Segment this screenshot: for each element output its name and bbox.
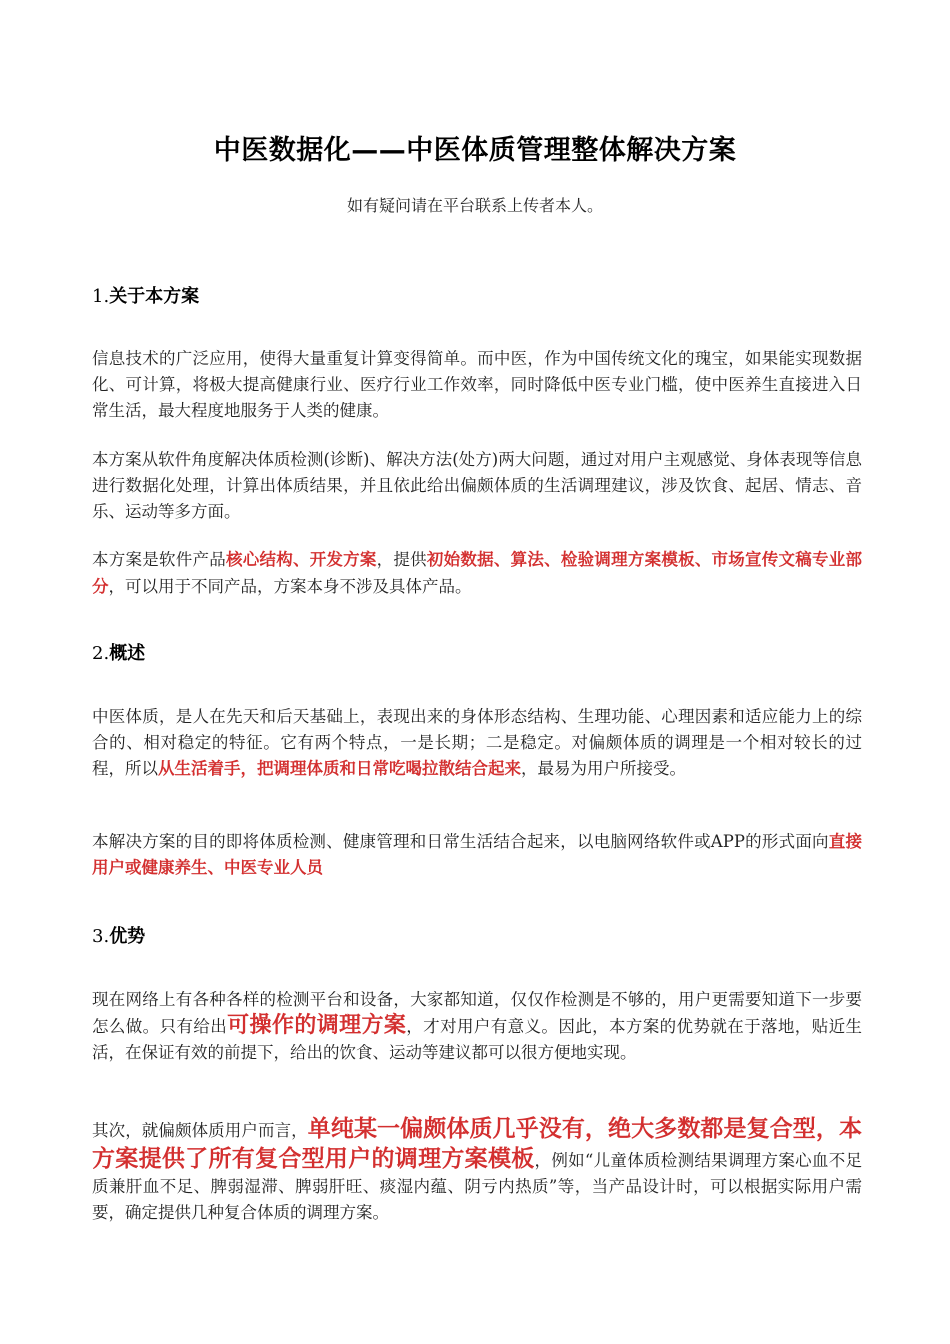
section-1-paragraph-1: 信息技术的广泛应用，使得大量重复计算变得简单。而中医，作为中国传统文化的瑰宝，如果能实现数据化、可计算，将极大提高健康行业、医疗行业工作效率，同时降低中医专业门槛，使中医养生直接进入日常生活，最大程度地服务于人类的健康。 xyxy=(92,349,862,420)
section-2-paragraph-2: 本解决方案的目的即将体质检测、健康管理和日常生活结合起来，以电脑网络软件或APP的形式面向直接用户或健康养生、中医专业人员 xyxy=(92,832,863,877)
highlight-text: 初始数据、算法、检验调理方案模板、市场宣传文稿专业部分 xyxy=(92,550,863,596)
highlight-text: 直接用户或健康养生、中医专业人员 xyxy=(92,832,863,877)
highlight-text: 可操作的调理方案 xyxy=(227,1013,407,1038)
section-2-paragraph-1: 中医体质，是人在先天和后天基础上，表现出来的身体形态结构、生理功能、心理因素和适应能力上的综合的、相对稳定的特征。它有两个特点，一是长期；二是稳定。对偏颇体质的调理是一个相对较长的过程，所以从生活着手，把调理体质和日常吃喝拉散结合起来，最易为用户所接受。 xyxy=(92,707,862,778)
section-title: 关于本方案 xyxy=(109,286,200,307)
section-number: 3. xyxy=(92,926,110,947)
section-heading-1 xyxy=(92,282,199,308)
section-number: 1. xyxy=(92,286,110,307)
section-number: 2. xyxy=(92,643,110,664)
section-heading-3 xyxy=(92,922,145,948)
highlight-text: 从生活着手，把调理体质和日常吃喝拉散结合起来 xyxy=(158,759,521,778)
section-title: 优势 xyxy=(109,926,146,947)
section-title: 概述 xyxy=(109,643,146,664)
document-title: 中医数据化——中医体质管理整体解决方案 xyxy=(213,135,737,166)
highlight-text: 单纯某一偏颇体质几乎没有，绝大多数都是复合型，本方案提供了所有复合型用户的调理方案模板 xyxy=(92,1116,863,1172)
section-3-paragraph-2: 其次，就偏颇体质用户而言，单纯某一偏颇体质几乎没有，绝大多数都是复合型，本方案提供了所有复合型用户的调理方案模板，例如“儿童体质检测结果调理方案心血不足质兼肝血不足、脾弱湿滞、脾弱肝旺、痰湿内蕴、阴亏内热质”等，当产品设计时，可以根据实际用户需要，确定提供几种复合体质的调理方案。 xyxy=(92,1116,863,1222)
section-3-paragraph-1: 现在网络上有各种各样的检测平台和设备，大家都知道，仅仅作检测是不够的，用户更需要知道下一步要怎么做。只有给出可操作的调理方案，才对用户有意义。因此，本方案的优势就在于落地，贴近生活，在保证有效的前提下，给出的饮食、运动等建议都可以很方便地实现。 xyxy=(92,990,862,1062)
highlight-text: 核心结构、开发方案 xyxy=(225,550,377,569)
section-1-paragraph-2: 本方案从软件角度解决体质检测(诊断)、解决方法(处方)两大问题，通过对用户主观感觉、身体表现等信息进行数据化处理，计算出体质结果，并且依此给出偏颇体质的生活调理建议，涉及饮食、起居、情志、音乐、运动等多方面。 xyxy=(92,450,862,521)
document-subtitle: 如有疑问请在平台联系上传者本人。 xyxy=(346,196,603,215)
section-heading-2 xyxy=(92,639,145,665)
section-1-paragraph-3: 本方案是软件产品核心结构、开发方案，提供初始数据、算法、检验调理方案模板、市场宣传文稿专业部分，可以用于不同产品，方案本身不涉及具体产品。 xyxy=(92,550,863,596)
